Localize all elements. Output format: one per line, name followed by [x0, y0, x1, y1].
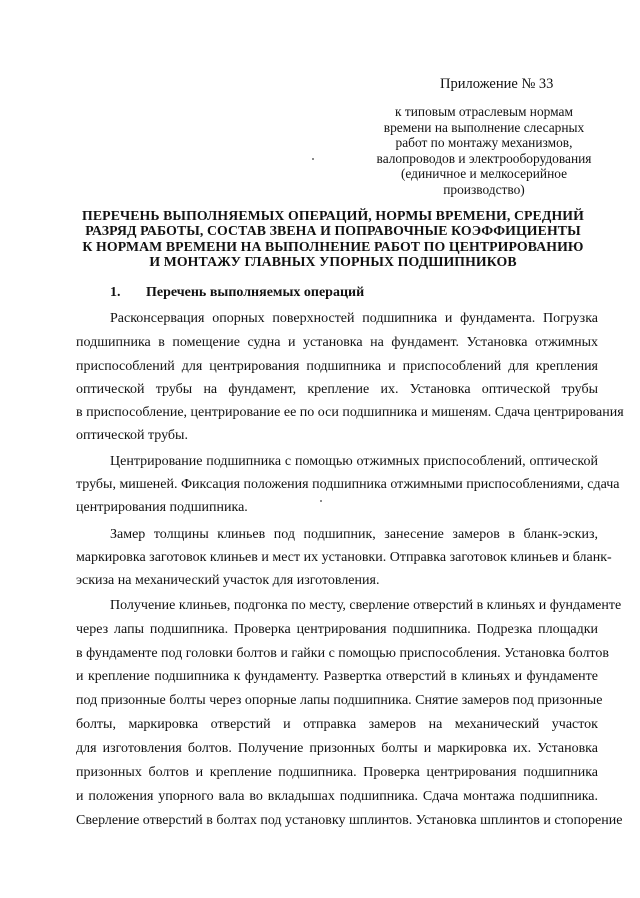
title-line: И МОНТАЖУ ГЛАВНЫХ УПОРНЫХ ПОДШИПНИКОВ	[149, 254, 517, 270]
section-heading	[110, 285, 364, 301]
paragraph-line: центрирования подшипника.	[76, 500, 248, 515]
paragraph-line: и положения упорного вала во вкладышах подшипника. Сдача монтажа подшипника.	[76, 789, 598, 804]
appendix-subtitle-line: времени на выполнение слесарных	[383, 119, 585, 135]
paragraph-line: для изготовления болтов. Получение призонных болты и маркировка их. Установка	[76, 741, 598, 756]
appendix-subtitle-line: к типовым отраслевым нормам	[395, 104, 573, 119]
title-line: РАЗРЯД РАБОТЫ, СОСТАВ ЗВЕНА И ПОПРАВОЧНЫЕ КОЭФФИЦИЕНТЫ	[85, 223, 581, 239]
appendix-number: Приложение № 33	[440, 76, 554, 92]
paragraph-line: приспособлений для центрирования подшипника и приспособлений для крепления	[76, 359, 598, 374]
paragraph-line: через лапы подшипника. Проверка центрирования подшипника. Подрезка площадки	[76, 622, 598, 637]
paragraph-line: в приспособление, центрирование ее по оси подшипника и мишеням. Сдача центрирования	[76, 405, 624, 420]
paragraph-line: подшипника в помещение судна и установка на фундамент. Установка отжимных	[76, 335, 598, 350]
paragraph-line: маркировка заготовок клиньев и мест их установки. Отправка заготовок клиньев и бланк-	[76, 550, 612, 565]
paragraph-line: Получение клиньев, подгонка по месту, сверление отверстий в клиньях и фундаменте	[110, 598, 622, 613]
paragraph-line: Центрирование подшипника с помощью отжимных приспособлений, оптической	[110, 454, 598, 469]
section-title: Перечень выполняемых операций	[146, 285, 365, 300]
paragraph-line: в фундаменте под головки болтов и гайки с помощью приспособления. Установка болтов	[76, 646, 609, 661]
scan-speck	[320, 500, 322, 502]
paragraph-line: Замер толщины клиньев под подшипник, занесение замеров в бланк-эскиз,	[110, 527, 598, 542]
title-line: ПЕРЕЧЕНЬ ВЫПОЛНЯЕМЫХ ОПЕРАЦИЙ, НОРМЫ ВРЕМЕНИ, СРЕДНИЙ	[82, 208, 584, 223]
appendix-subtitle-line: работ по монтажу механизмов,	[395, 135, 573, 151]
section-number: 1.	[110, 285, 121, 300]
paragraph-line: оптической трубы.	[76, 428, 188, 443]
paragraph-line: Сверление отверстий в болтах под установку шплинтов. Установка шплинтов и стопорение	[76, 813, 623, 828]
appendix-subtitle-line: производство)	[443, 181, 525, 197]
paragraph-line: призонных болтов и крепление подшипника. Проверка центрирования подшипника	[76, 765, 598, 780]
paragraph-line: и крепление подшипника к фундаменту. Развертка отверстий в клиньях и фундаменте	[76, 669, 598, 684]
paragraph-line: под призонные болты через опорные лапы подшипника. Снятие замеров под призонные	[76, 693, 603, 708]
appendix-subtitle-line: валопроводов и электрооборудования	[376, 150, 592, 166]
title-line: К НОРМАМ ВРЕМЕНИ НА ВЫПОЛНЕНИЕ РАБОТ ПО ЦЕНТРИРОВАНИЮ	[82, 238, 584, 254]
appendix-subtitle-line: (единичное и мелкосерийное	[400, 166, 568, 182]
appendix-subtitle	[352, 104, 616, 198]
paragraph-line: трубы, мишеней. Фиксация положения подшипника отжимными приспособлениями, сдача	[76, 477, 620, 492]
paragraph-line: эскиза на механический участок для изготовления.	[76, 573, 380, 588]
scan-speck	[312, 158, 314, 160]
paragraph-line: оптической трубы на фундамент, крепление их. Установка оптической трубы	[76, 382, 598, 397]
document-title	[70, 208, 596, 270]
paragraph-line: болты, маркировка отверстий и отправка замеров на механический участок	[76, 717, 598, 732]
paragraph-line: Расконсервация опорных поверхностей подшипника и фундамента. Погрузка	[110, 311, 598, 326]
